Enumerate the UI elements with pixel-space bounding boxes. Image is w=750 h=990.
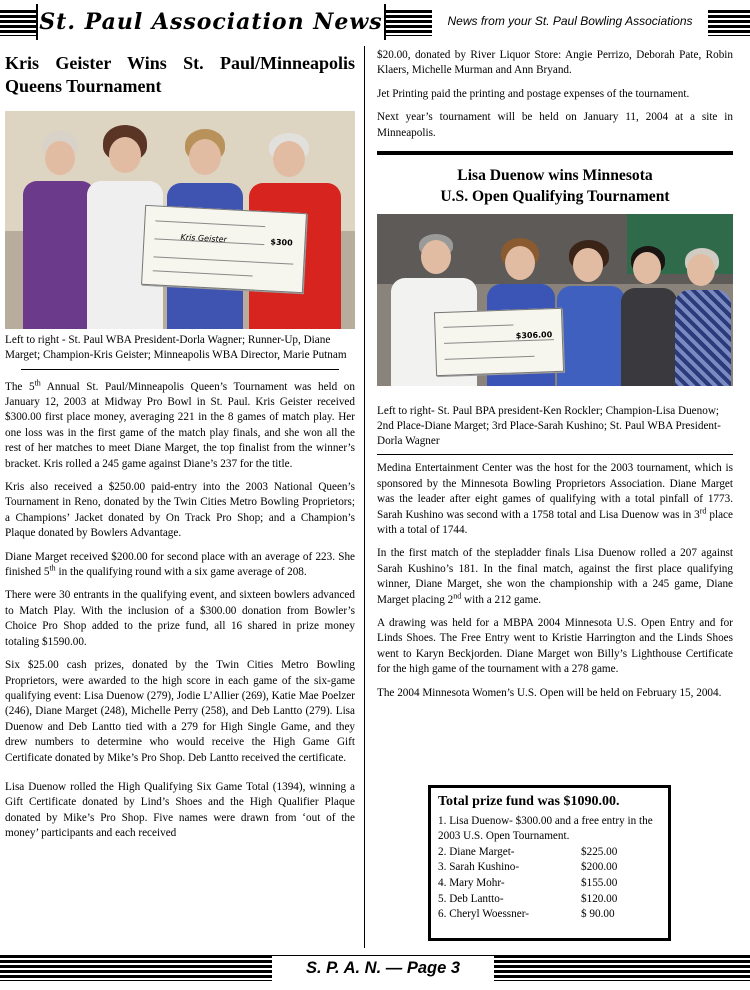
article2-paragraph: The 2004 Minnesota Women’s U.S. Open will be held on February 15, 2004. [377, 686, 722, 699]
prize-row: 3. Sarah Kushino- $200.00 [438, 861, 618, 874]
check-payee: Kris Geister [180, 232, 228, 245]
article1-paragraph: $20.00, donated by River Liquor Store: Angie Perrizo, Deborah Pate, Robin Klaers, Michelle Murman and Ann Bryand. [377, 49, 733, 77]
article1-headline: Kris Geister Wins St. Paul/Minneapolis Queens Tournament [5, 53, 355, 96]
article-divider [377, 151, 733, 155]
prize-fund-box [428, 785, 671, 941]
prize-row: 2. Diane Marget- $225.00 [438, 845, 618, 858]
prize-row: 6. Cheryl Woessner- $ 90.00 [438, 908, 615, 921]
prize-first-place: 1. Lisa Duenow- $300.00 and a free entry in the 2003 U.S. Open Tournament. [438, 814, 653, 843]
masthead-tagline: News from your St. Paul Bowling Associations [432, 6, 708, 36]
article1-paragraph: Jet Printing paid the printing and postage expenses of the tournament. [377, 87, 690, 100]
article1-paragraph: The 5th Annual St. Paul/Minneapolis Queen’s Tournament was held on January 12, 2003 at Midway Pro Bowl in St. Paul. Kris Geister received $300.00 first place money, averaging 221 in the 8 games of match play. Her one loss was in the first game of the match play finals, and she won all the rest of her matches to meet Diane Marget, the top finalist from the winner’s bracket. Kris rolled a 245 game against Diane’s 237 for the title. [5, 377, 355, 470]
prize-check [434, 308, 564, 376]
article2-photo-caption: Left to right- St. Paul BPA president-Ken Rockler; Champion-Lisa Duenow; 2nd Place-Diane Marget; 3rd Place-Sarah Kushino; St. Paul WBA President-Dorla Wagner [377, 405, 721, 447]
article1-paragraph: Six $25.00 cash prizes, donated by the Twin Cities Metro Bowling Proprietors, were awarded to the high score in each game of the six-game qualifying event: Lisa Duenow (279), Jodie L’Allier (269), Katie Mae Poelzer (246), Diane Marget (248), Michelle Perry (258), and Deb Lantto (279). Lisa Duenow and Deb Lantto tied with a 279 for High Single Game, and they drew numbers to determine who would receive the High Game Gift Certificate donated by Mike’s Pro Shop. Deb Lantto received the certificate. [5, 659, 355, 764]
right-column [377, 48, 733, 709]
queens-winners-photo [5, 111, 355, 329]
article1-paragraph: There were 30 entrants in the qualifying event, and sixteen bowlers advanced to Match Play. With the inclusion of a $300.00 donation from Bowler’s Choice Pro Shop added to the prize fund, all 16 shared in prize money totaling $1590.00. [5, 589, 355, 648]
article2-paragraph: A drawing was held for a MBPA 2004 Minnesota U.S. Open Entry and for Linds Shoes. The Free Entry went to Kristie Harrington and the Linds Shoes went to Karyn Beckjorden. Diane Marget won Billy’s Lighthouse Certificate for the high game of the tournament with a 278 game. [377, 617, 733, 676]
article1-paragraph: Kris also received a $250.00 paid-entry into the 2003 National Queen’s Tournament in Reno, donated by the Twin Cities Metro Bowling Proprietors; a Champions’ Jacket donated by On Track Pro Shop; and a Champion’s Plaque donated by Bowlers Advantage. [5, 481, 355, 540]
check-amount: $306.00 [515, 330, 553, 341]
left-column [5, 52, 355, 850]
caption-rule [21, 369, 339, 370]
us-open-winners-photo [377, 214, 733, 386]
check-amount: $300 [270, 237, 293, 248]
prize-fund-title: Total prize fund was $1090.00. [438, 794, 620, 809]
article2-paragraph: In the first match of the stepladder finals Lisa Duenow rolled a 207 against Sarah Kushino’s 181. In the final match, against the first place qualifying winner, Diane Marget, she won the championship with a 245 game, Diane Marget placing 2nd with a 212 game. [377, 547, 733, 606]
article2-headline: Lisa Duenow wins Minnesota U.S. Open Qualifying Tournament [440, 167, 670, 206]
prize-row: 4. Mary Mohr- $155.00 [438, 876, 618, 889]
masthead-title: St. Paul Association News [36, 4, 386, 40]
article2-paragraph: Medina Entertainment Center was the host for the 2003 tournament, which is sponsored by the Minnesota Bowling Proprietors Association. Diane Marget was the leader after eight games of qualifying with a total pinfall of 1773. Sarah Kushino was second with a 1758 total and Lisa Duenow was in 3rd place with a total of 1744. [377, 462, 733, 537]
article1-photo-caption: Left to right - St. Paul WBA President-Dorla Wagner; Runner-Up, Diane Marget; Champion-Kris Geister; Minneapolis WBA Director, Marie Putnam [5, 334, 347, 361]
prize-check [141, 205, 307, 293]
caption-rule [377, 454, 733, 455]
footer-page-label: S. P. A. N. — Page 3 [272, 956, 494, 981]
article1-paragraph: Diane Marget received $200.00 for second place with an average of 223. She finished 5th in the qualifying round with a six game average of 208. [5, 550, 355, 579]
article1-paragraph: Lisa Duenow rolled the High Qualifying Six Game Total (1394), winning a Gift Certificate donated by Lind’s Shoes and the High Qualifier Plaque donated by Mike’s Pro Shop. Five names were drawn from ‘out of the money’ participants and each received [5, 780, 355, 840]
article1-paragraph: Next year’s tournament will be held on January 11, 2004 at a site in Minneapolis. [377, 111, 733, 139]
column-divider [364, 46, 365, 948]
prize-row: 5. Deb Lantto- $120.00 [438, 892, 618, 905]
